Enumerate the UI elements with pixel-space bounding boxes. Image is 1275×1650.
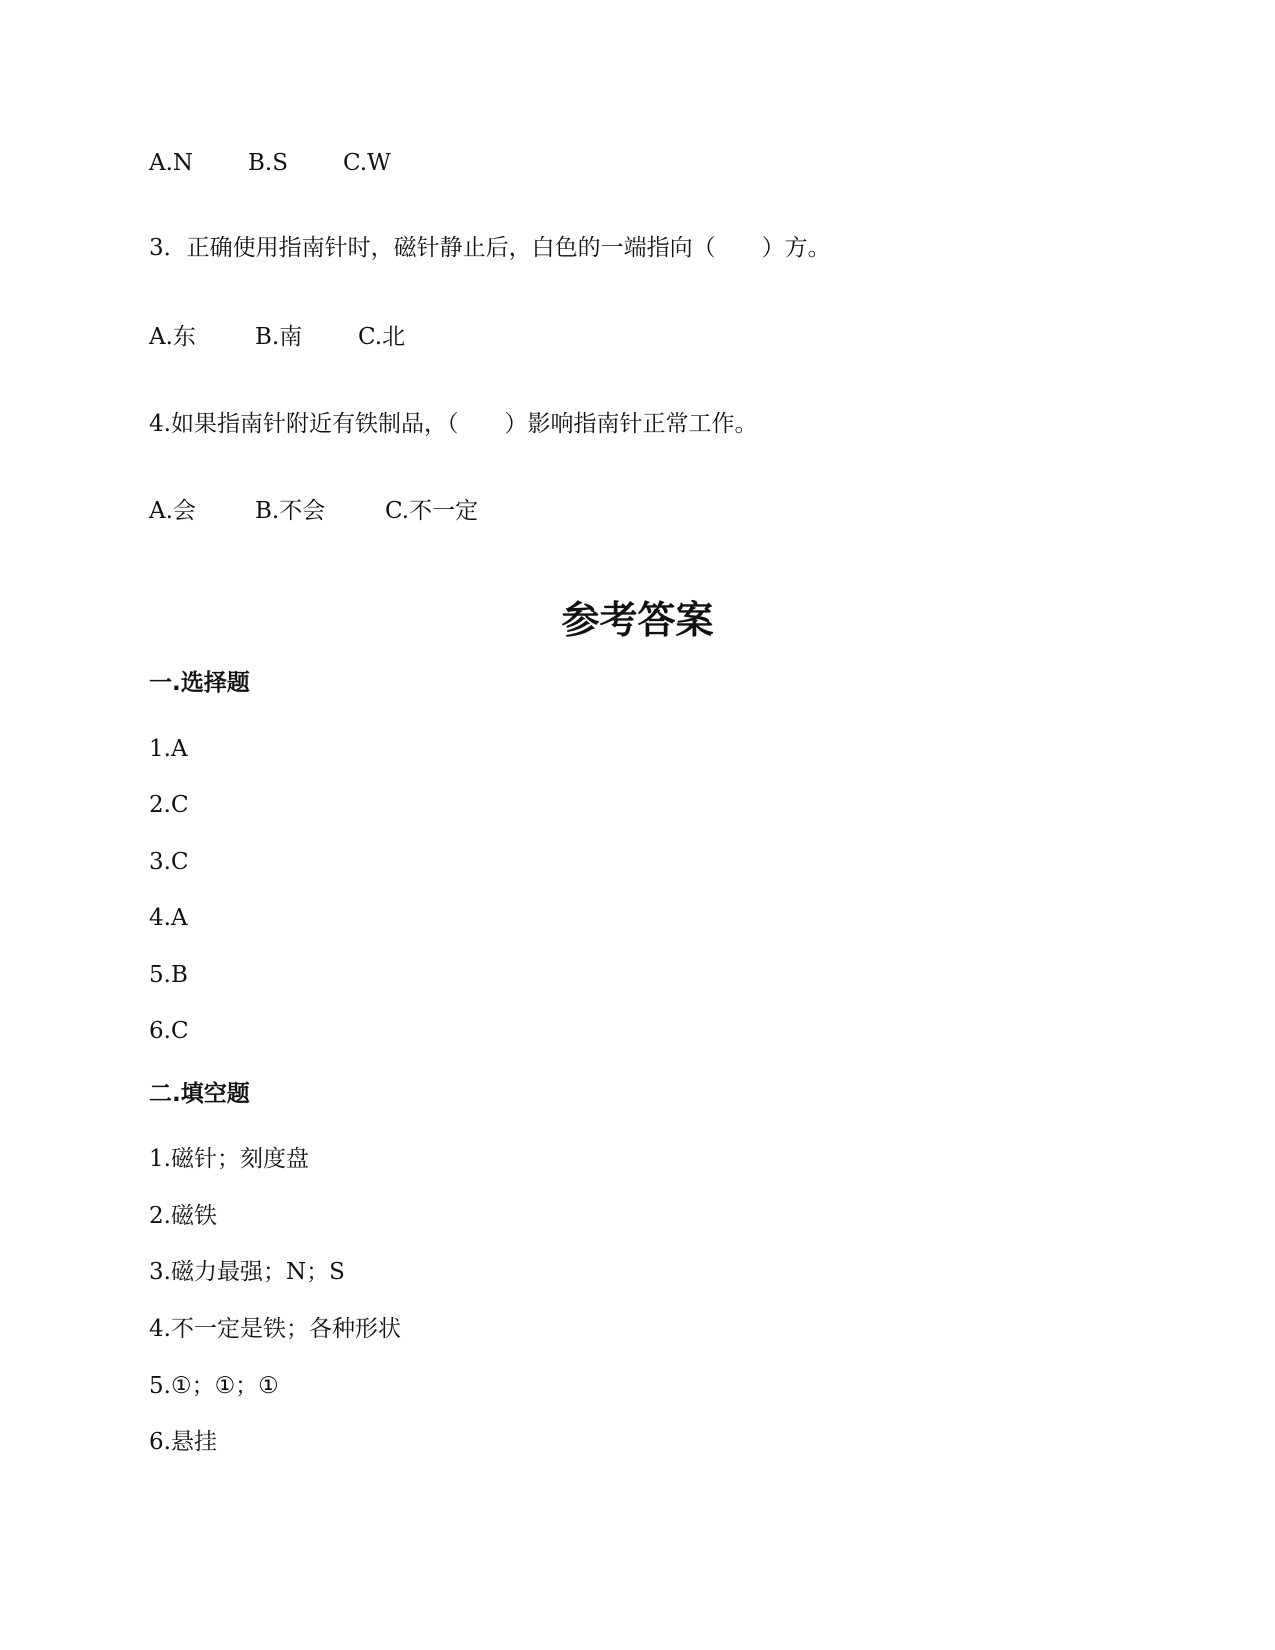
- section1-answer: 3.C: [149, 849, 189, 875]
- q4-options: [149, 496, 478, 526]
- q4-option-b: B.不会: [255, 498, 326, 524]
- q3-option-b: B.南: [255, 324, 303, 350]
- q3-option-c: C.北: [358, 324, 406, 350]
- section2-answer: 5.①；①；①: [149, 1373, 279, 1399]
- section2-answer: 4.不一定是铁；各种形状: [149, 1316, 401, 1342]
- section2-answer: 6.悬挂: [149, 1429, 217, 1455]
- q2-options: [149, 148, 391, 178]
- section1-heading: 一.选择题: [149, 670, 250, 696]
- section2-answer: 3.磁力最强；N；S: [149, 1259, 345, 1285]
- section1-answer: 6.C: [149, 1018, 189, 1044]
- section1-answer: 5.B: [149, 962, 188, 988]
- section2-answer: 2.磁铁: [149, 1203, 217, 1229]
- answer-key-title: 参考答案: [561, 598, 714, 642]
- section2-heading: 二.填空题: [149, 1081, 250, 1107]
- q3-options: [149, 322, 405, 352]
- section2-answer: 1.磁针；刻度盘: [149, 1146, 309, 1172]
- q4-option-c: C.不一定: [385, 498, 479, 524]
- section1-answer: 1.A: [149, 736, 188, 762]
- q2-option-b: B.S: [248, 150, 288, 176]
- q4-text: 4.如果指南针附近有铁制品，（ ）影响指南针正常工作。: [149, 411, 758, 437]
- section1-answer: 4.A: [149, 905, 188, 931]
- q2-option-a: A.N: [149, 150, 194, 176]
- q4-option-a: A.会: [149, 498, 196, 524]
- q3-text: 3．正确使用指南针时，磁针静止后，白色的一端指向（ ）方。: [149, 235, 831, 261]
- q2-option-c: C.W: [343, 150, 391, 176]
- q3-option-a: A.东: [149, 324, 196, 350]
- section1-answer: 2.C: [149, 792, 189, 818]
